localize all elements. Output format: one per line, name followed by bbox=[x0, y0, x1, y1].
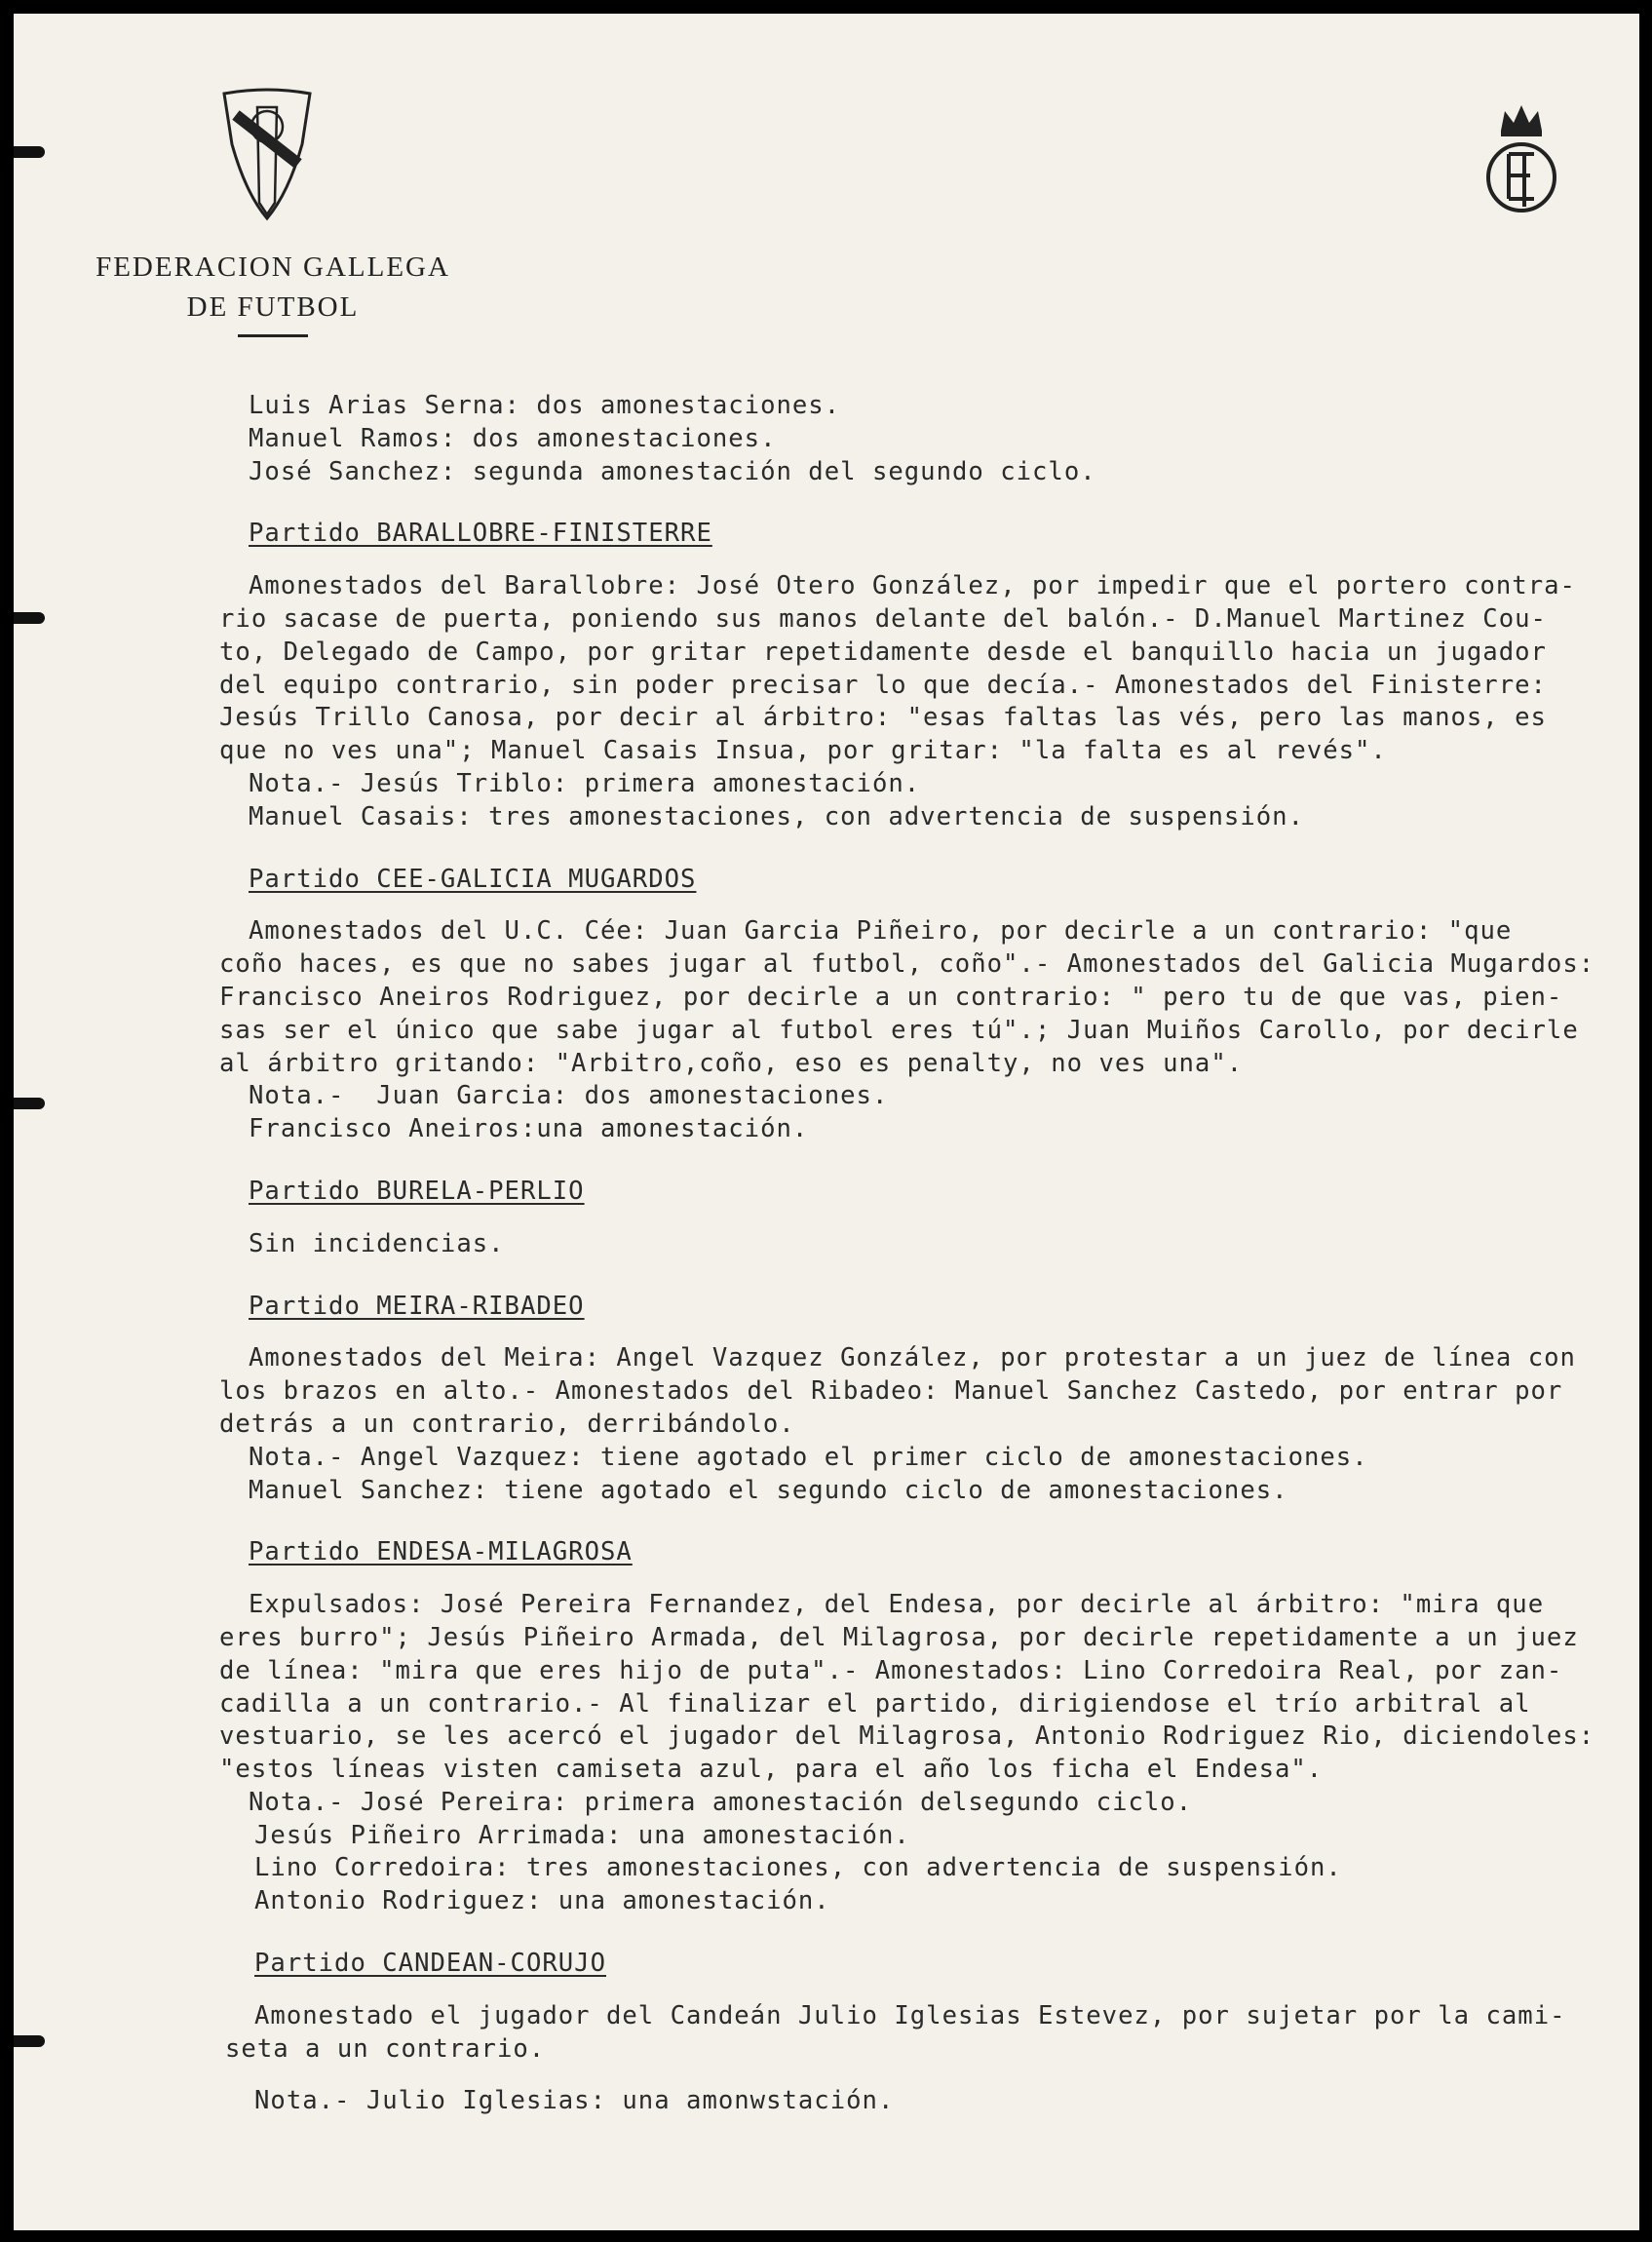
match-note-line: Antonio Rodriguez: una amonestación. bbox=[254, 1886, 830, 1916]
match-report-line: "estos líneas visten camiseta azul, para el año los ficha el Endesa". bbox=[219, 1755, 1324, 1785]
match-note-line: Nota.- Juan Garcia: dos amonestaciones. bbox=[249, 1081, 889, 1111]
crowned-rfef-crest-icon bbox=[1481, 97, 1561, 218]
binder-hole-mark bbox=[14, 2035, 45, 2047]
match-report-line: los brazos en alto.- Amonestados del Ribadeo: Manuel Sanchez Castedo, por entrar por bbox=[219, 1376, 1563, 1407]
match-report-line: rio sacase de puerta, poniendo sus manos delante del balón.- D.Manuel Martinez Cou- bbox=[219, 603, 1547, 634]
match-report-line: cadilla a un contrario.- Al finalizar el partido, dirigiendose el trío arbitral al bbox=[219, 1688, 1531, 1719]
match-note-line: Lino Corredoira: tres amonestaciones, con advertencia de suspensión. bbox=[254, 1853, 1342, 1883]
match-report-line: del equipo contrario, sin poder precisar lo que decía.- Amonestados del Finisterre: bbox=[219, 670, 1547, 700]
match-report-line: sas ser el único que sabe jugar al futbol eres tú".; Juan Muiños Carollo, por decirle bbox=[219, 1015, 1579, 1045]
match-report-line: detrás a un contrario, derribándolo. bbox=[219, 1409, 795, 1439]
match-report-line: Amonestados del U.C. Cée: Juan Garcia Piñeiro, por decirle a un contrario: "que bbox=[249, 916, 1513, 947]
match-heading: Partido CEE-GALICIA MUGARDOS bbox=[249, 864, 697, 894]
match-note-line: Nota.- Jesús Triblo: primera amonestación. bbox=[249, 768, 921, 798]
match-heading: Partido BURELA-PERLIO bbox=[249, 1176, 585, 1206]
intro-line: José Sanchez: segunda amonestación del segundo ciclo. bbox=[249, 456, 1096, 486]
match-report-line: Amonestados del Barallobre: José Otero González, por impedir que el portero contra- bbox=[249, 571, 1576, 601]
federation-name-line1: FEDERACION GALLEGA bbox=[96, 251, 450, 283]
binder-hole-mark bbox=[14, 146, 45, 158]
federation-name bbox=[58, 248, 487, 328]
match-note-line: Nota.- Angel Vazquez: tiene agotado el primer ciclo de amonestaciones. bbox=[249, 1442, 1368, 1472]
match-note-line: Francisco Aneiros:una amonestación. bbox=[249, 1114, 809, 1144]
match-report-line: vestuario, se les acercó el jugador del Milagrosa, Antonio Rodriguez Rio, diciendoles: bbox=[219, 1721, 1595, 1752]
match-report-line: coño haces, es que no sabes jugar al futbol, coño".- Amonestados del Galicia Mugardos: bbox=[219, 949, 1595, 980]
match-report-line: eres burro"; Jesús Piñeiro Armada, del Milagrosa, por decirle repetidamente a un juez bbox=[219, 1622, 1579, 1652]
match-heading: Partido MEIRA-RIBADEO bbox=[249, 1291, 585, 1321]
match-note-line: Nota.- José Pereira: primera amonestación delsegundo ciclo. bbox=[249, 1787, 1193, 1817]
match-report-line: Sin incidencias. bbox=[249, 1228, 505, 1258]
match-note-line: Manuel Sanchez: tiene agotado el segundo ciclo de amonestaciones. bbox=[249, 1475, 1288, 1505]
match-report-line: Francisco Aneiros Rodriguez, por decirle a un contrario: " pero tu de que vas, pien- bbox=[219, 982, 1563, 1012]
match-report-line: seta a un contrario. bbox=[225, 2033, 546, 2064]
document-body bbox=[219, 390, 1633, 2118]
match-note-line: Manuel Casais: tres amonestaciones, con advertencia de suspensión. bbox=[249, 801, 1304, 831]
federation-name-line2: DE FUTBOL bbox=[186, 291, 360, 323]
match-report-line: Expulsados: José Pereira Fernandez, del Endesa, por decirle al árbitro: "mira que bbox=[249, 1590, 1545, 1620]
match-heading: Partido BARALLOBRE-FINISTERRE bbox=[249, 519, 712, 549]
match-report-line: Amonestado el jugador del Candeán Julio Iglesias Estevez, por sujetar por la cami- bbox=[254, 2000, 1566, 2030]
match-report-line: Jesús Trillo Canosa, por decir al árbitro: "esas faltas las vés, pero las manos, es bbox=[219, 703, 1547, 733]
binder-hole-mark bbox=[14, 612, 45, 624]
match-note-line: Nota.- Julio Iglesias: una amonwstación. bbox=[254, 2086, 895, 2116]
match-report-line: al árbitro gritando: "Arbitro,coño, eso es penalty, no ves una". bbox=[219, 1048, 1244, 1078]
match-report-line: que no ves una"; Manuel Casais Insua, por gritar: "la falta es al revés". bbox=[219, 736, 1387, 766]
match-heading: Partido CANDEAN-CORUJO bbox=[254, 1949, 606, 1979]
letterhead-rule bbox=[238, 334, 308, 337]
match-note-line: Jesús Piñeiro Arrimada: una amonestación. bbox=[254, 1820, 910, 1850]
match-heading: Partido ENDESA-MILAGROSA bbox=[249, 1537, 633, 1567]
match-report-line: to, Delegado de Campo, por gritar repetidamente desde el banquillo hacia un jugador bbox=[219, 637, 1547, 667]
match-report-line: de línea: "mira que eres hijo de puta".- Amonestados: Lino Corredoira Real, por zan- bbox=[219, 1655, 1563, 1685]
match-report-line: Amonestados del Meira: Angel Vazquez González, por protestar a un juez de línea con bbox=[249, 1343, 1576, 1373]
binder-hole-mark bbox=[14, 1098, 45, 1109]
intro-line: Luis Arias Serna: dos amonestaciones. bbox=[249, 391, 841, 420]
shield-crest-icon bbox=[218, 86, 316, 224]
intro-line: Manuel Ramos: dos amonestaciones. bbox=[249, 423, 777, 453]
